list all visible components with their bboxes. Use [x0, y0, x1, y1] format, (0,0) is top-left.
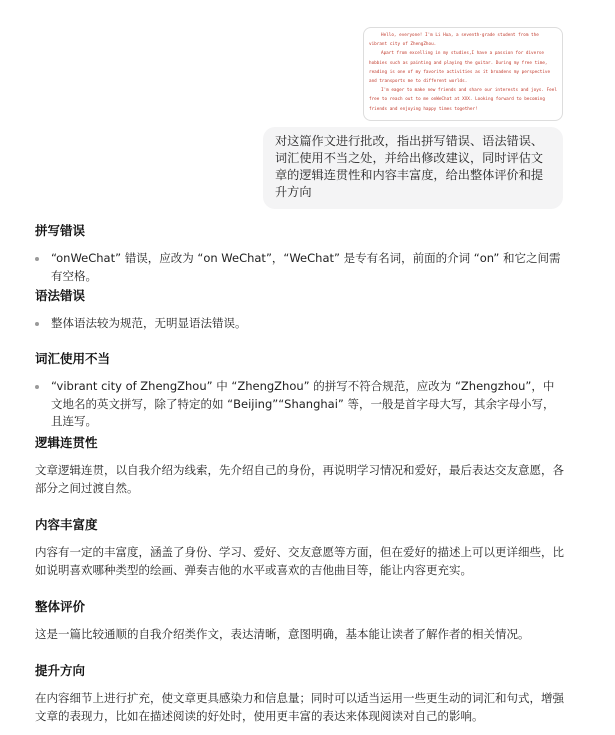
section-logical-coherence [35, 434, 565, 497]
bullet-list [35, 378, 565, 431]
essay-paragraph: Hello, everyone! I'm Li Hua, a seventh-grade student from the vibrant city of ZhengZhou. [369, 33, 539, 48]
user-prompt-bubble: 对这篇作文进行批改，指出拼写错误、语法错误、词汇使用不当之处，并给出修改建议，同时评估文章的逻辑连贯性和内容丰富度，给出整体评价和提升方向 [263, 127, 563, 209]
list-item-text: “onWeChat” 错误，应改为 “on WeChat”，“WeChat” 是专有名词，前面的介词 “on” 和它之间需有空格。 [51, 251, 561, 283]
section-title: 语法错误 [35, 288, 86, 303]
list-item [35, 315, 565, 333]
essay-image-attachment[interactable] [363, 27, 563, 121]
section-improvement-direction [35, 662, 565, 725]
list-item [35, 378, 565, 431]
user-message [263, 27, 563, 209]
section-title: 内容丰富度 [35, 517, 98, 532]
section-overall-evaluation [35, 598, 565, 644]
bullet-icon [35, 322, 39, 326]
section-title: 提升方向 [35, 663, 86, 678]
list-item-text: 整体语法较为规范，无明显语法错误。 [51, 316, 247, 330]
bullet-list [35, 315, 565, 333]
section-paragraph: 内容有一定的丰富度，涵盖了身份、学习、爱好、交友意愿等方面，但在爱好的描述上可以更详细些，比如说明喜欢哪种类型的绘画、弹奏吉他的水平或喜欢的吉他曲目等，能让内容更充实。 [35, 545, 564, 577]
section-vocabulary-misuse [35, 350, 565, 431]
list-item-text: “vibrant city of ZhengZhou” 中 “ZhengZhou” 的拼写不符合规范，应改为 “Zhengzhou”，中文地名的英文拼写，除了特定的如 “Beijing”“Shanghai” 等，一般是首字母大写，其余字母小写，且连写。 [51, 379, 555, 428]
section-spelling-errors [35, 222, 565, 285]
bullet-list [35, 250, 565, 285]
section-title: 整体评价 [35, 599, 86, 614]
section-content-richness [35, 516, 565, 579]
section-paragraph: 文章逻辑连贯，以自我介绍为线索，先介绍自己的身份，再说明学习情况和爱好，最后表达交友意愿，各部分之间过渡自然。 [35, 463, 564, 495]
essay-paragraph: Apart from excelling in my studies,I have a passion for diverse hobbies such as painting and playing the guitar. During my free time, reading is one of my favorite activities as it broadens my perspective and transports me to different worlds. [369, 51, 551, 85]
bullet-icon [35, 257, 39, 261]
section-title: 词汇使用不当 [35, 351, 111, 366]
list-item [35, 250, 565, 285]
section-paragraph: 在内容细节上进行扩充，使文章更具感染力和信息量；同时可以适当运用一些更生动的词汇和句式，增强文章的表现力，比如在描述阅读的好处时，使用更丰富的表达来体现阅读对自己的影响。 [35, 691, 564, 723]
section-title: 拼写错误 [35, 223, 86, 238]
bullet-icon [35, 385, 39, 389]
section-paragraph: 这是一篇比较通顺的自我介绍类作文，表达清晰，意图明确，基本能让读者了解作者的相关情况。 [35, 627, 530, 641]
section-title: 逻辑连贯性 [35, 435, 98, 450]
section-grammar-errors [35, 287, 565, 333]
essay-paragraph: I'm eager to make new friends and share our interests and joys. Feel free to reach out to me onWeChat at XXX. Looking forward to becoming friends and enjoying happy times together! [369, 88, 557, 112]
